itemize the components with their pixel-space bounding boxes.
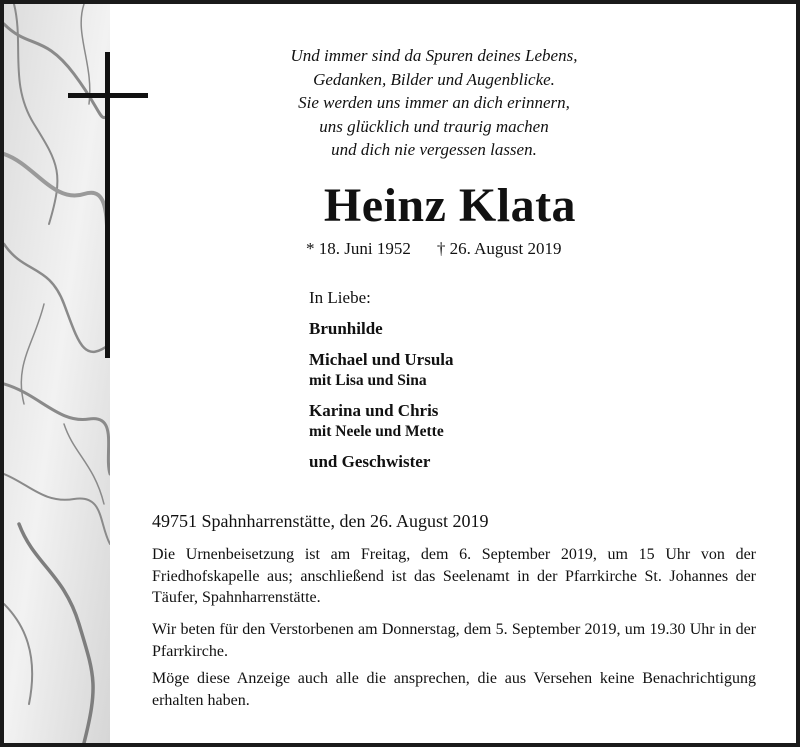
verse-line: Sie werden uns immer an dich erinnern, [298,93,570,112]
family-member-children: mit Neele und Mette [309,423,444,440]
family-intro: In Liebe: [309,288,371,307]
notice-paragraph: Möge diese Anzeige auch alle die ansprechen, die aus Versehen keine Benachrichtigung erhalten haben. [152,670,756,709]
cross-icon [68,52,148,358]
family-signatures [309,287,454,473]
memorial-verse [244,44,624,162]
place-and-date: 49751 Spahnharrenstätte, den 26. August 2019 [152,511,489,531]
verse-line: uns glücklich und traurig machen [319,116,549,136]
verse-line: Gedanken, Bilder und Augenblicke. [313,69,555,89]
prayer-info-paragraph: Wir beten für den Verstorbenen am Donnerstag, dem 5. September 2019, um 19.30 Uhr in der Pfarrkirche. [152,621,756,660]
deceased-name: Heinz Klata [323,179,577,232]
family-member: und Geschwister [309,452,431,471]
family-member: Karina und Chris [309,401,439,420]
verse-line: Und immer sind da Spuren deines Lebens, [290,46,578,65]
family-member: Michael und Ursula [309,350,454,369]
funeral-info-paragraph: Die Urnenbeisetzung ist am Freitag, dem 6. September 2019, um 15 Uhr von der Friedhofskapelle aus; anschließend ist das Seelenamt in der Pfarrkirche St. Johannes der Täufer, Spahnharrenstätte. [152,546,756,606]
family-member: Brunhilde [309,319,383,338]
life-dates [306,238,562,260]
family-member-children: mit Lisa und Sina [309,372,427,389]
birth-date: * 18. Juni 1952 [306,239,411,258]
death-date: † 26. August 2019 [436,239,562,258]
verse-line: und dich nie vergessen lassen. [331,140,537,159]
